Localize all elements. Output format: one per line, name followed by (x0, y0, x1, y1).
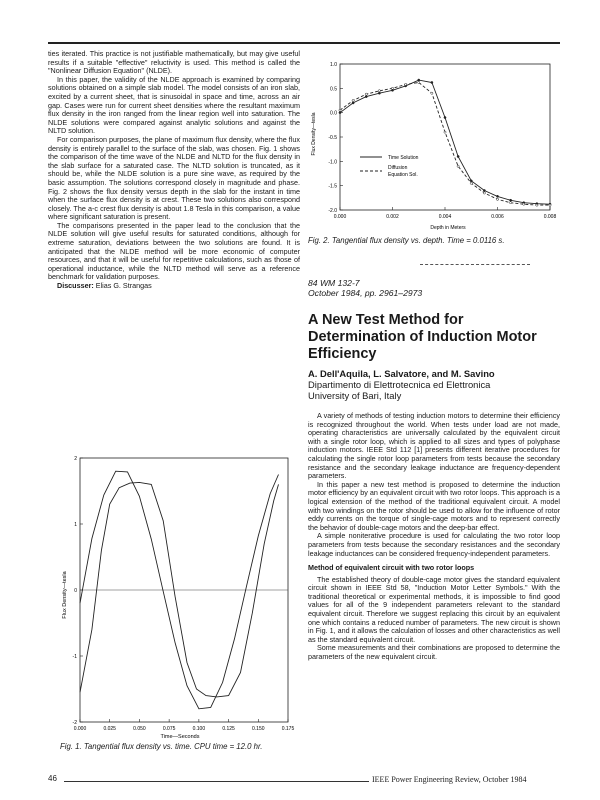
fig2-plot-frame (340, 64, 550, 210)
fig2-caption-num: Fig. 2. (308, 236, 330, 245)
paragraph: A variety of methods of testing induction motors to determine their efficiency is recognized throughout the world. When tests under load are not made, operating characteristics are universally calculated by the equivalent circuit with a single rotor loop, which is applied to all sizes and types of polyphase induction motors. IEEE Std 112 [1] presents different iterative procedures for calculating the single rotor loop parameters from tests because the secondary resistance and the secondary leakage inductance are frequency-dependent parameters. (308, 411, 560, 481)
left-column-text (48, 50, 300, 291)
data-point (431, 81, 433, 83)
data-point (536, 204, 538, 206)
data-point (365, 93, 367, 95)
journal-footer: IEEE Power Engineering Review, October 1984 (372, 775, 527, 784)
paragraph: The comparisons presented in the paper lead to the conclusion that the NLDE solution will give useful results for saturated conditions, although for extreme saturation, deviations between the two solutions are found. It is anticipated that the NLDE method will be more economic of computer resources, and that it will be useful for repetitive calculations, such as those of operational inductance, while the NLTD method will serve as a reference benchmark for validation purposes. (48, 220, 300, 282)
fig1-axes (80, 458, 288, 722)
data-point (457, 155, 459, 157)
y-tick-label: -1 (72, 654, 77, 660)
fig1-caption-num: Fig. 1. (60, 742, 82, 751)
fig1-ticks (73, 456, 295, 732)
y-tick-label: 1.0 (330, 62, 337, 68)
series-line-time-solution (340, 80, 550, 204)
fig2-caption-text: Tangential flux density vs. depth. Time = 0.0116 s. (331, 236, 505, 245)
data-point (339, 112, 341, 114)
fig1-caption-text: Tangential flux density vs. time. CPU time = 12.0 hr. (83, 742, 263, 751)
paper-title: A New Test Method for Determination of Induction Motor Efficiency (308, 312, 537, 362)
author-names: A. Dell'Aquila, L. Salvatore, and M. Savino (308, 368, 495, 379)
data-point (378, 90, 380, 92)
fig2-legend (360, 155, 419, 178)
data-point (352, 99, 354, 101)
y-tick-label: 0.0 (330, 110, 337, 117)
y-tick-label: 2 (74, 456, 77, 462)
data-point (496, 195, 498, 197)
affiliation-university: University of Bari, Italy (308, 390, 402, 401)
data-point (483, 192, 485, 194)
data-point (510, 199, 512, 201)
series-line-time-solution (80, 482, 279, 697)
y-tick-label: -2.0 (328, 208, 337, 214)
data-point (405, 83, 407, 85)
data-point (483, 189, 485, 191)
fig1-chart (58, 450, 298, 740)
y-tick-label: -0.5 (328, 135, 337, 141)
data-point (510, 202, 512, 204)
x-tick-label: 0.008 (543, 214, 557, 220)
x-tick-label: 0.025 (103, 726, 116, 732)
y-tick-label: 0.5 (330, 86, 337, 93)
data-point (418, 81, 420, 83)
y-tick-label: 1 (74, 522, 77, 528)
x-tick-label: 0.150 (252, 726, 265, 732)
x-tick-label: 0.125 (222, 726, 235, 732)
data-point (418, 79, 420, 81)
fig2-ticks (328, 62, 556, 220)
data-point (378, 92, 380, 94)
discusser-label: Discusser: (57, 281, 94, 291)
fig2-series (339, 79, 551, 206)
x-tick-label: 0.002 (386, 214, 399, 220)
y-tick-label: 0 (74, 588, 77, 594)
section-separator (420, 264, 530, 265)
fig1-x-label: Time—Seconds (160, 734, 200, 740)
series-line-diffusion-equation-sol- (340, 83, 550, 206)
fig2-chart (308, 52, 560, 232)
data-point (457, 165, 459, 167)
paragraph: Some measurements and their combinations are proposed to determine the parameters of the new equivalent circuit. (308, 643, 560, 662)
y-tick-label: -1.5 (328, 183, 337, 190)
x-tick-label: 0.004 (438, 214, 452, 220)
x-tick-label: 0.075 (162, 726, 176, 732)
legend-solid-label: Time Solution (388, 155, 419, 161)
paragraph: For comparison purposes, the plane of maximum flux density, where the flux density is entirely parallel to the surface of the slab, was chosen. Fig. 1 shows the comparison of the time wave of the NLDE and NLTD for the flux density in the slab surface for a saturated case. The NLTD solution is truncated, as it should be, while the NLDE solution is a pure sine wave, as required by the basic assumption. The solutions correspond closely in magnitude and phase. Fig. 2 shows the flux density versus depth in the slab for the instant in time when the surface flux density is at crest. These two solutions also correspond closely. The a-c crest flux density is about 1.8 Tesla in this comparison, a value where significant saturation is present. (48, 134, 300, 222)
data-point (470, 180, 472, 182)
y-tick-label: -1.0 (328, 159, 337, 166)
section-heading: Method of equivalent circuit with two rotor loops (308, 563, 475, 573)
data-point (444, 116, 446, 118)
fig2-y-label: Flux Density—tesla (311, 112, 317, 156)
y-tick-label: -2 (72, 720, 77, 726)
data-point (391, 87, 393, 89)
fig2-caption (308, 236, 560, 245)
x-tick-label: 0.000 (73, 726, 87, 732)
data-point (431, 92, 433, 94)
x-tick-label: 0.175 (281, 726, 295, 732)
paper-number: 84 WM 132-7 (308, 278, 360, 288)
paragraph: In this paper a new test method is proposed to determine the induction motor efficiency by an equivalent circuit with two rotor loops. This approach is a logical extension of the method of the traditional equivalent circuit. A model with two windings on the rotor should be used to allow for the influence of rotor eddy currents on the torque of single-cage motors and to represent correctly the behavior of double-cage motors and the deep-bar effect. (308, 479, 560, 532)
paper-reference (308, 278, 422, 298)
x-tick-label: 0.000 (333, 214, 347, 220)
x-tick-label: 0.006 (491, 214, 504, 220)
legend-dash-label-2: Equation Sol. (388, 172, 418, 178)
discusser-name: Elias G. Strangas (95, 281, 152, 291)
paragraph: A simple noniterative procedure is used for calculating the two rotor loop parameters from tests because the secondary resistances and the secondary leakage inductances can be considered frequency-independent parameters. (308, 531, 560, 558)
x-tick-label: 0.100 (192, 726, 206, 732)
paragraph: The established theory of double-cage motor gives the standard equivalent circuit shown in IEEE Std 58, "Induction Motor Letter Symbols." With the traditional theoretical or experimental methods, it is impossible to find good values for all of the 9 independent parameters relevant to the standard equivalent circuit. Therefore we suggest replacing this circuit by an equivalent one which contains a reduced number of parameters. The new circuit is shown in Fig. 1, and it allows the calculation of losses and other characteristics as well as the standard equivalent circuit. (308, 574, 560, 644)
fig1-caption (60, 742, 300, 751)
page-number: 46 (48, 774, 57, 783)
top-rule (48, 42, 560, 44)
fig2-x-label: Depth in Meters (430, 225, 466, 231)
fig1-y-label: Flux Density—tesla (62, 571, 68, 619)
legend-dash-label-1: Diffusion (388, 165, 408, 171)
authors-block (308, 368, 560, 401)
right-column-text (308, 412, 560, 662)
data-point (365, 96, 367, 98)
paragraph: In this paper, the validity of the NLDE approach is examined by comparing solutions obtained on a simple slab model. The model consists of an iron slab, excited by a current sheet, that is sinusoidal in space and time, across an air gap. Cases were run for current sheet densities where the resultant maximum flux density in the iron ranged from the linear region well into saturation. The NLDE solutions were compared against analytic solutions and against the NLTD solution. (48, 74, 300, 136)
affiliation-department: Dipartimento di Elettrotecnica ed Elettronica (308, 379, 491, 390)
data-point (339, 109, 341, 111)
paper-date-pages: October 1984, pp. 2961–2973 (308, 288, 423, 298)
x-tick-label: 0.050 (133, 726, 146, 732)
data-point (470, 182, 472, 184)
footer-rule (64, 781, 369, 782)
data-point (444, 131, 446, 133)
data-point (549, 204, 551, 206)
fig2-axes (340, 64, 550, 210)
data-point (523, 203, 525, 205)
data-point (496, 198, 498, 200)
discusser-line (48, 282, 300, 291)
paragraph: ties iterated. This practice is not justifiable mathematically, but may give useful results if a suitable "effective" reluctivity is used. This method is called the "Nonlinear Diffusion Equation" (NLDE). (48, 49, 300, 76)
data-point (352, 102, 354, 104)
